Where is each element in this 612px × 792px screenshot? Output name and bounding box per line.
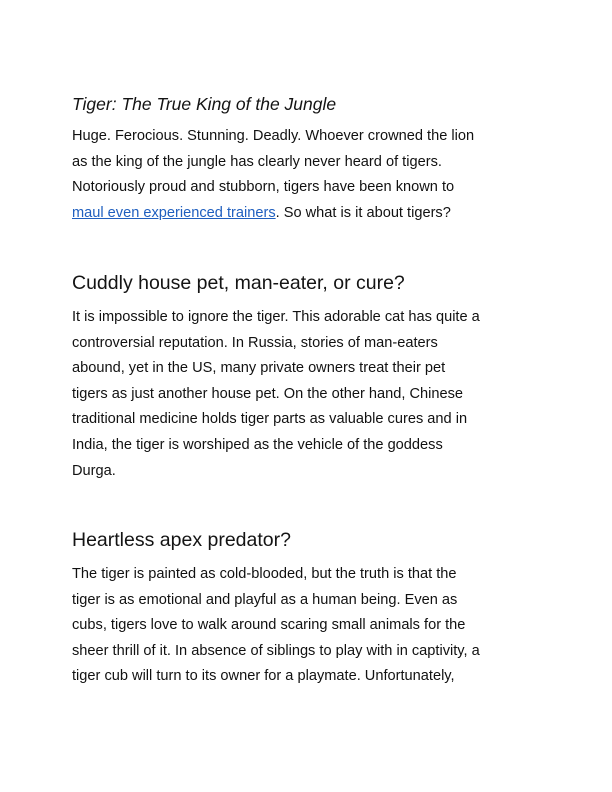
- paragraph-line: abound, yet in the US, many private owners treat their pet: [72, 360, 446, 377]
- paragraph-line: as the king of the jungle has clearly never heard of tigers.: [72, 153, 442, 170]
- paragraph-line: cubs, tigers love to walk around scaring small animals for the: [72, 617, 466, 634]
- document-title: Tiger: The True King of the Jungle: [72, 94, 337, 114]
- intro-paragraph: [72, 124, 474, 226]
- paragraph-line: It is impossible to ignore the tiger. This adorable cat has quite a: [72, 309, 480, 325]
- paragraph-line: controversial reputation. In Russia, stories of man-eaters: [72, 334, 438, 351]
- paragraph-line: Huge. Ferocious. Stunning. Deadly. Whoever crowned the lion: [72, 128, 475, 144]
- paragraph-line: tiger cub will turn to its owner for a playmate. Unfortunately,: [72, 668, 455, 685]
- link-trailing-text: . So what is it about tigers?: [275, 204, 451, 221]
- paragraph-line: tigers as just another house pet. On the other hand, Chinese: [72, 385, 464, 402]
- paragraph-line: sheer thrill of it. In absence of siblings to play with in captivity, a: [72, 642, 480, 659]
- section-heading-house-pet: Cuddly house pet, man-eater, or cure?: [72, 272, 405, 294]
- paragraph-line: tiger is as emotional and playful as a human being. Even as: [72, 591, 458, 608]
- paragraph-line: India, the tiger is worshiped as the vehicle of the goddess: [72, 436, 443, 453]
- paragraph-line: Durga.: [72, 462, 116, 479]
- section-paragraph-house-pet: [72, 305, 480, 484]
- paragraph-line: traditional medicine holds tiger parts as valuable cures and in: [72, 411, 468, 428]
- paragraph-line: Notoriously proud and stubborn, tigers have been known to: [72, 179, 455, 196]
- section-heading-apex-predator: Heartless apex predator?: [72, 529, 291, 551]
- trainers-link[interactable]: maul even experienced trainers: [72, 204, 276, 221]
- paragraph-line: The tiger is painted as cold-blooded, but the truth is that the: [72, 566, 457, 582]
- paragraph-line: [72, 201, 474, 227]
- section-paragraph-apex-predator: [72, 562, 480, 690]
